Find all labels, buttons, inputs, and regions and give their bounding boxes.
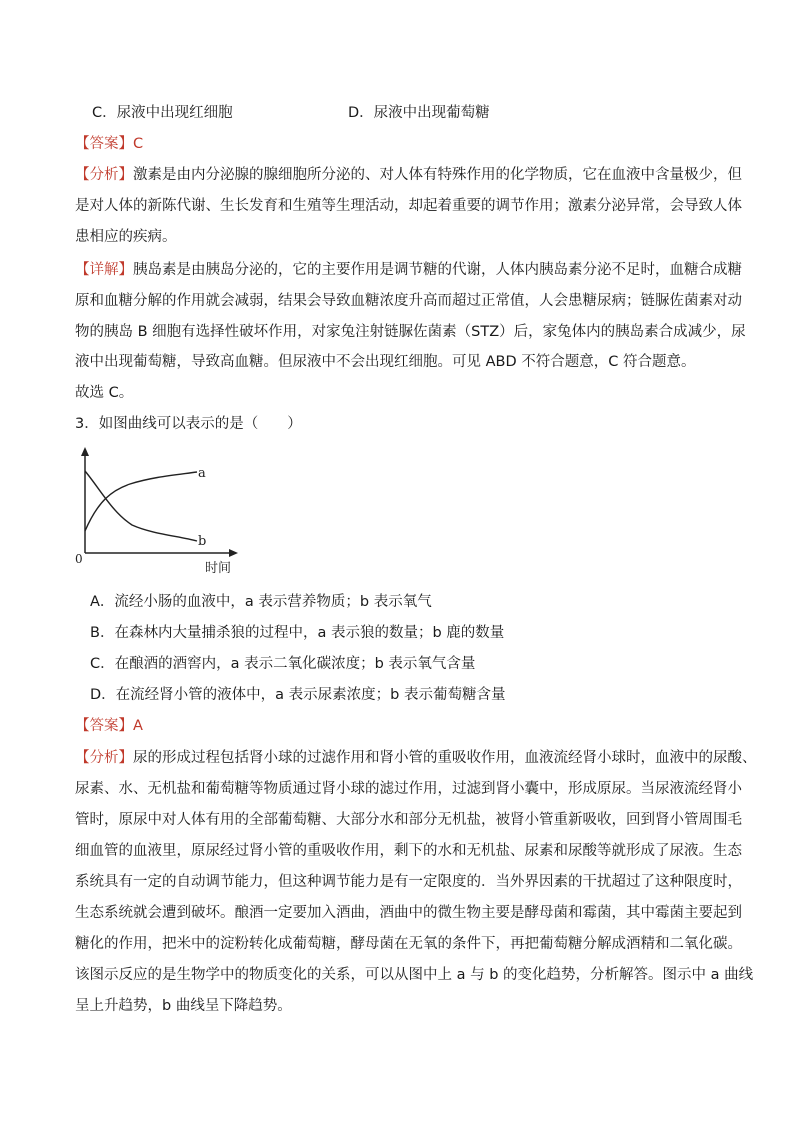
answer-value: C [133, 136, 144, 152]
detail-line [75, 260, 742, 280]
detail-text: 液中出现葡萄糖，导致高血糖。但尿液中不会出现红细胞。可见 ABD 不符合题意，C 符合题意。 [75, 354, 696, 370]
detail-text: 故选 C。 [75, 385, 134, 401]
detail-tag: 【详解】 [75, 262, 133, 278]
answer-value: A [133, 718, 143, 734]
answer-line [75, 134, 143, 154]
analysis-text: 尿素、水、无机盐和葡萄糖等物质通过肾小球的滤过作用，过滤到肾小囊中，形成原尿。当尿液流经肾小 [75, 781, 742, 797]
option-c: C．在酿酒的酒窖内，a 表示二氧化碳浓度；b 表示氧气含量 [90, 656, 476, 672]
x-axis-arrow [229, 549, 238, 557]
analysis-text: 尿的形成过程包括肾小球的过滤作用和肾小管的重吸收作用，血液流经肾小球时，血液中的尿酸、 [133, 750, 757, 766]
analysis-text: 该图示反应的是生物学中的物质变化的关系，可以从图中上 a 与 b 的变化趋势，分析解答。图示中 a 曲线 [75, 967, 754, 983]
analysis-text: 呈上升趋势，b 曲线呈下降趋势。 [75, 998, 292, 1014]
option-a: A．流经小肠的血液中，a 表示营养物质；b 表示氧气 [90, 594, 432, 610]
analysis-tag: 【分析】 [75, 167, 133, 183]
option-d: D．在流经肾小管的液体中，a 表示尿素浓度；b 表示葡萄糖含量 [90, 687, 506, 703]
curve-a-label: a [198, 466, 206, 481]
answer-tag: 【答案】 [75, 718, 133, 734]
x-axis-label: 时间 [205, 561, 232, 576]
analysis-line [75, 165, 742, 185]
analysis-tag: 【分析】 [75, 750, 133, 766]
curve-b-label: b [198, 534, 207, 549]
option-b: B．在森林内大量捕杀狼的过程中，a 表示狼的数量；b 鹿的数量 [90, 625, 505, 641]
analysis-text: 糖化的作用，把米中的淀粉转化成葡萄糖，酵母菌在无氧的条件下，再把葡萄糖分解成酒精和二氧化碳。 [75, 936, 742, 952]
option-d: D．尿液中出现葡萄糖 [348, 105, 490, 121]
analysis-text: 管时，原尿中对人体有用的全部葡萄糖、大部分水和部分无机盐，被肾小管重新吸收，回到肾小管周围毛 [75, 812, 742, 828]
answer-line [75, 716, 143, 736]
answer-tag: 【答案】 [75, 136, 133, 152]
analysis-text: 生态系统就会遭到破坏。酿酒一定要加入酒曲，酒曲中的微生物主要是酵母菌和霉菌，其中霉菌主要起到 [75, 905, 742, 921]
analysis-text: 患相应的疾病。 [75, 229, 177, 245]
detail-text: 胰岛素是由胰岛分泌的，它的主要作用是调节糖的代谢，人体内胰岛素分泌不足时，血糖合成糖 [133, 262, 742, 278]
curve-graph [70, 445, 250, 580]
curve-a [85, 472, 197, 531]
analysis-text: 细血管的血液里，原尿经过肾小管的重吸收作用，剩下的水和无机盐、尿素和尿酸等就形成了尿液。生态 [75, 843, 742, 859]
origin-label: 0 [75, 552, 83, 566]
detail-text: 原和血糖分解的作用就会减弱，结果会导致血糖浓度升高而超过正常值，人会患糖尿病；链脲佐菌素对动 [75, 293, 742, 309]
analysis-line [75, 748, 757, 768]
analysis-text: 是对人体的新陈代谢、生长发育和生殖等生理活动，却起着重要的调节作用；激素分泌异常，会导致人体 [75, 198, 742, 214]
y-axis-arrow [81, 447, 89, 456]
detail-text: 物的胰岛 B 细胞有选择性破坏作用，对家兔注射链脲佐菌素（STZ）后，家兔体内的胰岛素合成减少，尿 [75, 324, 746, 340]
analysis-text: 系统具有一定的自动调节能力，但这种调节能力是有一定限度的．当外界因素的干扰超过了这种限度时， [75, 874, 742, 890]
analysis-text: 激素是由内分泌腺的腺细胞所分泌的、对人体有特殊作用的化学物质，它在血液中含量极少，但 [133, 167, 742, 183]
option-c: C．尿液中出现红细胞 [92, 105, 233, 121]
question-stem: 3．如图曲线可以表示的是（ ） [75, 416, 302, 432]
